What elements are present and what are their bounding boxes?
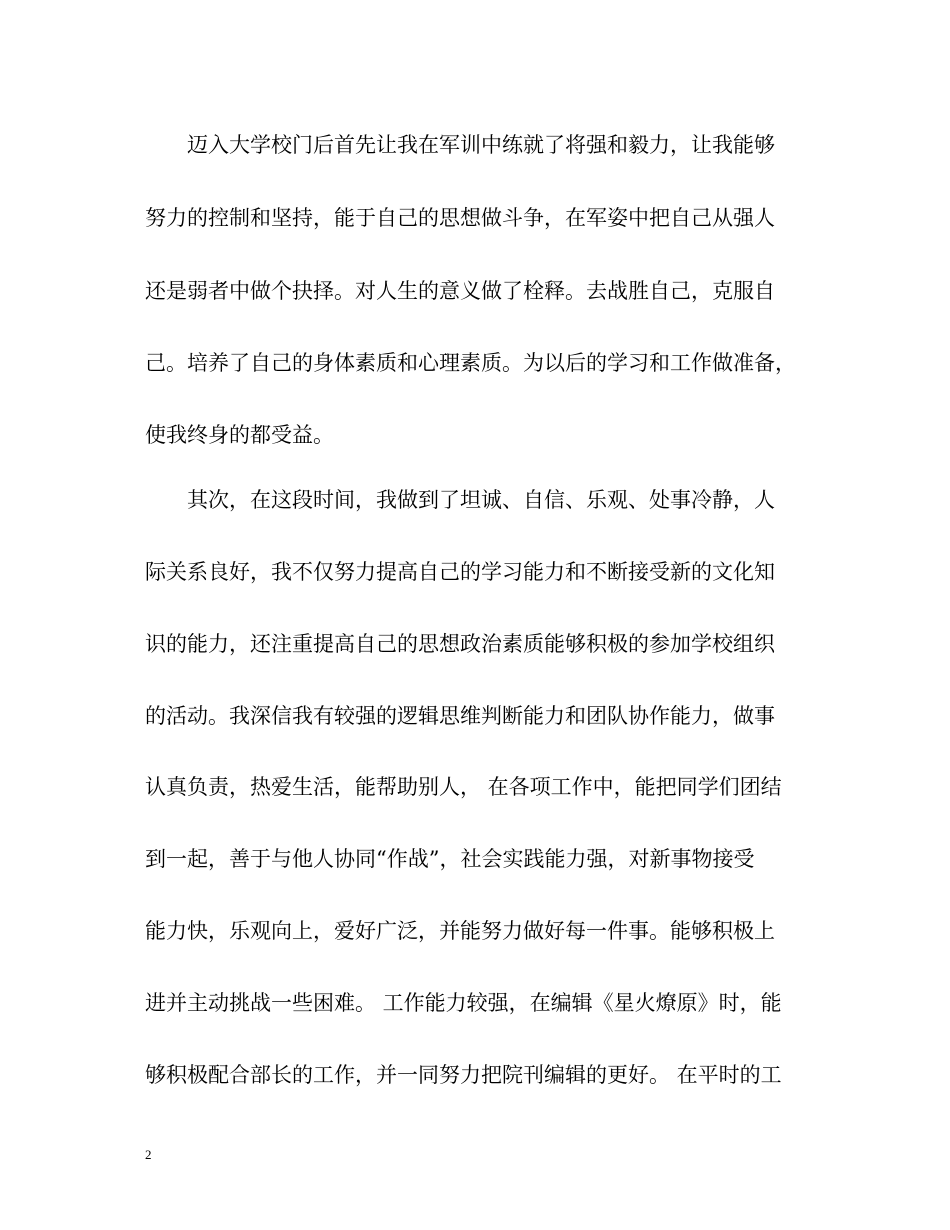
text-line: 其次，在这段时间，我做到了坦诚、自信、乐观、处事冷静，人 [187, 488, 775, 512]
text-line: 努力的控制和坚持，能于自己的思想做斗争，在军姿中把自己从强人 [145, 206, 775, 230]
page-number: 2 [145, 1147, 152, 1162]
text-line: 到一起，善于与他人协同“作战”，社会实践能力强，对新事物接受 [145, 847, 755, 871]
text-line: 己。培养了自己的身体素质和心理素质。为以后的学习和工作做准备， [145, 351, 796, 375]
text-line: 认真负责，热爱生活，能帮助别人， 在各项工作中，能把同学们团结 [145, 775, 782, 799]
text-line: 的活动。我深信我有较强的逻辑思维判断能力和团队协作能力，做事 [145, 704, 775, 728]
text-line: 迈入大学校门后首先让我在军训中练就了将强和毅力，让我能够 [187, 133, 775, 157]
text-line: 进并主动挑战一些困难。 工作能力较强，在编辑《星火燎原》时，能 [145, 991, 782, 1015]
text-line: 使我终身的都受益。 [145, 423, 334, 447]
text-line: 够积极配合部长的工作，并一同努力把院刊编辑的更好。 在平时的工 [145, 1063, 782, 1087]
text-line: 际关系良好，我不仅努力提高自己的学习能力和不断接受新的文化知 [145, 560, 775, 584]
text-line: 能力快，乐观向上，爱好广泛，并能努力做好每一件事。能够积极上 [145, 919, 775, 943]
text-line: 识的能力，还注重提高自己的思想政治素质能够积极的参加学校组织 [145, 632, 775, 656]
text-line: 还是弱者中做个抉择。对人生的意义做了栓释。去战胜自己，克服自 [145, 279, 775, 303]
